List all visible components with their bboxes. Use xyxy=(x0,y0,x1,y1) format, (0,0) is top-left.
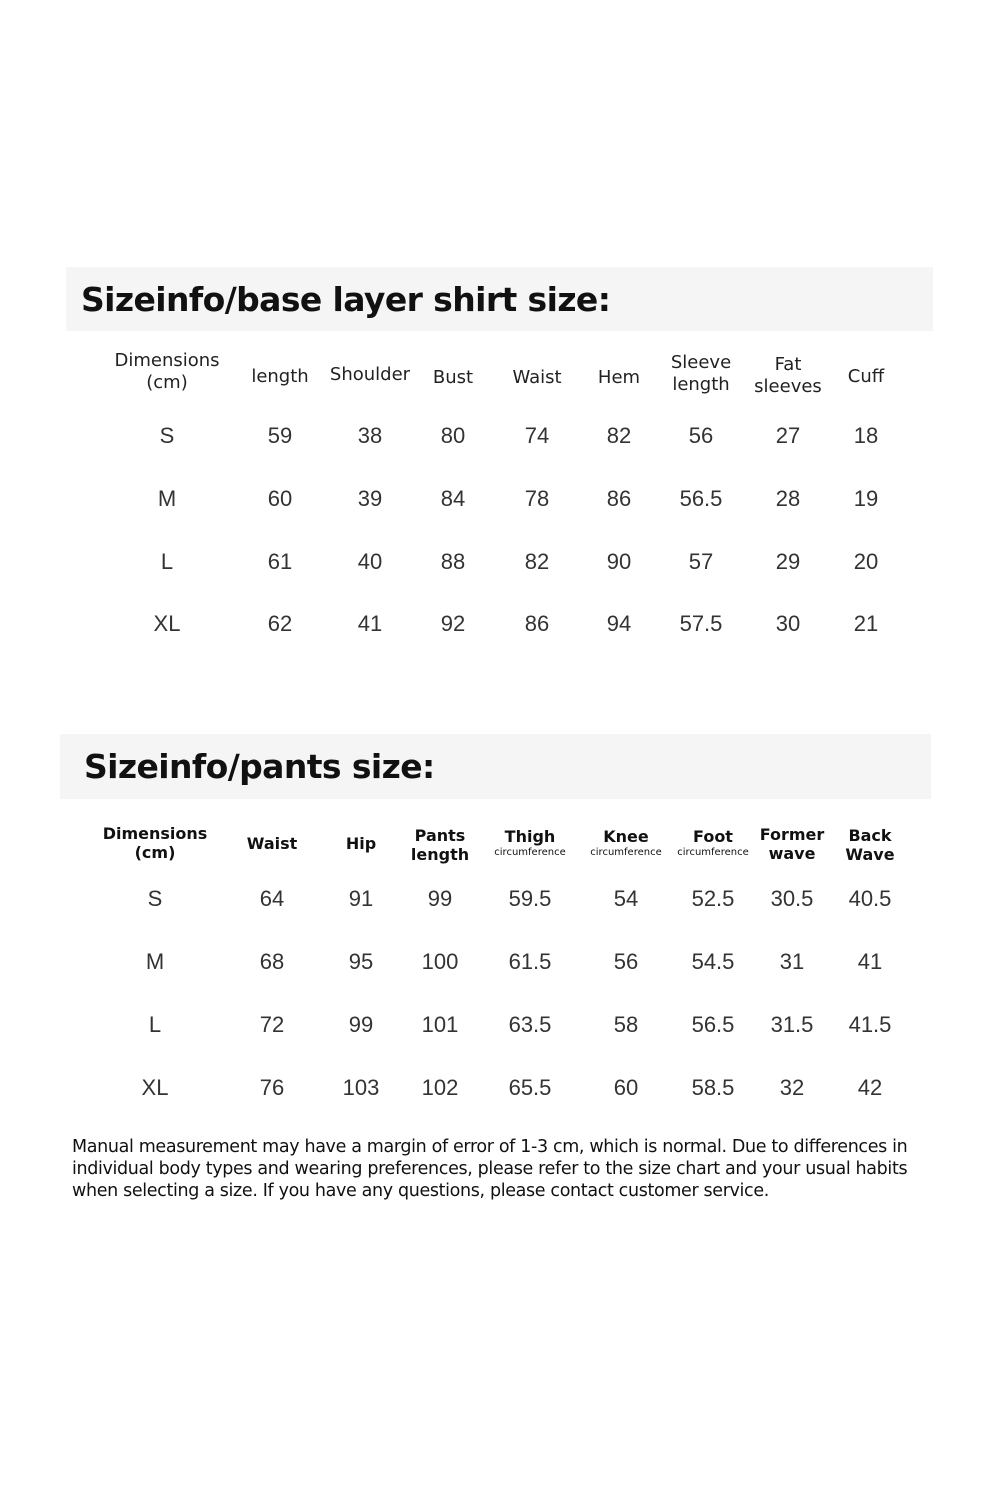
column-header xyxy=(512,367,561,389)
measurement-cell: 95 xyxy=(348,949,374,974)
measurement-cell: 99 xyxy=(348,1012,374,1037)
measurement-cell: 56.5 xyxy=(691,1012,735,1037)
column-header-label-line2: (cm) xyxy=(146,371,188,393)
column-header-label: Fat xyxy=(774,354,802,375)
measurement-cell: 31 xyxy=(779,949,805,974)
measurement-cell: 103 xyxy=(342,1075,380,1100)
shirt-size-banner xyxy=(66,267,933,331)
column-header-sublabel: circumference xyxy=(494,847,566,859)
column-header xyxy=(671,352,731,395)
column-header-label: Waist xyxy=(512,367,562,388)
column-header-label: Hip xyxy=(345,834,377,853)
column-header-label: Foot xyxy=(693,827,733,846)
column-header xyxy=(677,827,748,859)
column-header-label: Knee xyxy=(603,827,649,846)
column-header-sublabel: circumference xyxy=(590,847,662,859)
measurement-cell: 30.5 xyxy=(770,886,814,911)
measurement-cell: 86 xyxy=(606,486,632,511)
measurement-cell: 80 xyxy=(440,423,466,448)
measurement-cell: 68 xyxy=(259,949,285,974)
measurement-cell: 56 xyxy=(688,423,714,448)
measurement-cell: 42 xyxy=(857,1075,883,1100)
measurement-cell: 65.5 xyxy=(508,1075,552,1100)
measurement-cell: 94 xyxy=(606,611,632,636)
column-header xyxy=(598,367,640,389)
measurement-cell: 58.5 xyxy=(691,1075,735,1100)
measurement-cell: 27 xyxy=(775,423,801,448)
measurement-cell: 57 xyxy=(688,549,714,574)
size-label: M xyxy=(145,949,165,974)
size-label: XL xyxy=(141,1075,169,1100)
pants-size-title: Sizeinfo/pants size: xyxy=(84,747,435,786)
measurement-cell: 101 xyxy=(421,1012,459,1037)
measurement-cell: 74 xyxy=(524,423,550,448)
measurement-cell: 64 xyxy=(259,886,285,911)
column-header-label-line2: sleeves xyxy=(754,375,822,397)
column-header-label: Hem xyxy=(597,367,641,388)
measurement-cell: 76 xyxy=(259,1075,285,1100)
measurement-cell: 61.5 xyxy=(508,949,552,974)
measurement-cell: 38 xyxy=(357,423,383,448)
measurement-cell: 56.5 xyxy=(679,486,723,511)
column-header-label: Thigh xyxy=(504,827,556,846)
measurement-disclaimer: Manual measurement may have a margin of error of 1-3 cm, which is normal. Due to differences in individual body types and wearing preferences, please refer to the size chart and your usual habits when selecting a size. If you have any questions, please contact customer service. xyxy=(72,1137,908,1201)
column-header xyxy=(754,354,822,397)
size-label: L xyxy=(148,1012,162,1037)
column-header xyxy=(103,824,208,862)
column-header-label-line2: Wave xyxy=(845,845,895,865)
column-header-label: Shoulder xyxy=(329,364,411,385)
measurement-cell: 63.5 xyxy=(508,1012,552,1037)
measurement-cell: 92 xyxy=(440,611,466,636)
measurement-cell: 29 xyxy=(775,549,801,574)
measurement-cell: 90 xyxy=(606,549,632,574)
measurement-cell: 78 xyxy=(524,486,550,511)
measurement-cell: 82 xyxy=(524,549,550,574)
column-header xyxy=(848,366,884,388)
column-header-label: Sleeve xyxy=(670,352,732,373)
size-label: S xyxy=(159,423,175,448)
measurement-cell: 54.5 xyxy=(691,949,735,974)
measurement-cell: 86 xyxy=(524,611,550,636)
measurement-cell: 40 xyxy=(357,549,383,574)
measurement-cell: 72 xyxy=(259,1012,285,1037)
size-label: L xyxy=(160,549,174,574)
column-header xyxy=(845,826,894,864)
pants-size-banner xyxy=(60,734,931,799)
measurement-cell: 102 xyxy=(421,1075,459,1100)
column-header-label-line2: length xyxy=(672,373,730,395)
column-header-label: Dimensions xyxy=(102,824,208,843)
measurement-cell: 32 xyxy=(779,1075,805,1100)
measurement-cell: 61 xyxy=(267,549,293,574)
measurement-cell: 18 xyxy=(853,423,879,448)
column-header xyxy=(114,350,219,393)
measurement-cell: 52.5 xyxy=(691,886,735,911)
measurement-cell: 30 xyxy=(775,611,801,636)
measurement-cell: 19 xyxy=(853,486,879,511)
measurement-cell: 31.5 xyxy=(770,1012,814,1037)
column-header xyxy=(494,827,565,859)
measurement-cell: 84 xyxy=(440,486,466,511)
column-header xyxy=(760,825,825,863)
measurement-cell: 56 xyxy=(613,949,639,974)
column-header xyxy=(251,366,308,388)
measurement-cell: 88 xyxy=(440,549,466,574)
column-header-label: Former xyxy=(759,825,825,844)
column-header-label: Back xyxy=(848,826,892,845)
column-header xyxy=(411,826,469,864)
measurement-cell: 100 xyxy=(421,949,459,974)
size-label: S xyxy=(147,886,163,911)
measurement-cell: 57.5 xyxy=(679,611,723,636)
column-header xyxy=(330,364,410,386)
column-header xyxy=(590,827,661,859)
measurement-cell: 54 xyxy=(613,886,639,911)
size-label: M xyxy=(157,486,177,511)
column-header-label: length xyxy=(251,366,309,387)
measurement-cell: 41 xyxy=(357,611,383,636)
column-header-label: Waist xyxy=(246,834,298,853)
column-header-label: Pants xyxy=(414,826,466,845)
column-header xyxy=(433,367,473,389)
measurement-cell: 60 xyxy=(267,486,293,511)
measurement-cell: 99 xyxy=(427,886,453,911)
shirt-size-title: Sizeinfo/base layer shirt size: xyxy=(81,279,611,319)
column-header xyxy=(247,834,298,853)
measurement-cell: 91 xyxy=(348,886,374,911)
measurement-cell: 20 xyxy=(853,549,879,574)
column-header-label: Dimensions xyxy=(114,350,220,371)
measurement-cell: 60 xyxy=(613,1075,639,1100)
size-label: XL xyxy=(153,611,181,636)
measurement-cell: 62 xyxy=(267,611,293,636)
column-header-label: Bust xyxy=(432,367,474,388)
column-header-sublabel: circumference xyxy=(677,847,749,859)
column-header xyxy=(346,834,376,853)
column-header-label-line2: (cm) xyxy=(134,843,176,863)
measurement-cell: 39 xyxy=(357,486,383,511)
column-header-label-line2: length xyxy=(410,845,470,865)
measurement-cell: 59 xyxy=(267,423,293,448)
column-header-label-line2: wave xyxy=(768,844,816,864)
measurement-cell: 21 xyxy=(853,611,879,636)
measurement-cell: 28 xyxy=(775,486,801,511)
measurement-cell: 41.5 xyxy=(848,1012,892,1037)
measurement-cell: 41 xyxy=(857,949,883,974)
column-header-label: Cuff xyxy=(847,366,885,387)
measurement-cell: 40.5 xyxy=(848,886,892,911)
measurement-cell: 59.5 xyxy=(508,886,552,911)
measurement-cell: 82 xyxy=(606,423,632,448)
measurement-cell: 58 xyxy=(613,1012,639,1037)
